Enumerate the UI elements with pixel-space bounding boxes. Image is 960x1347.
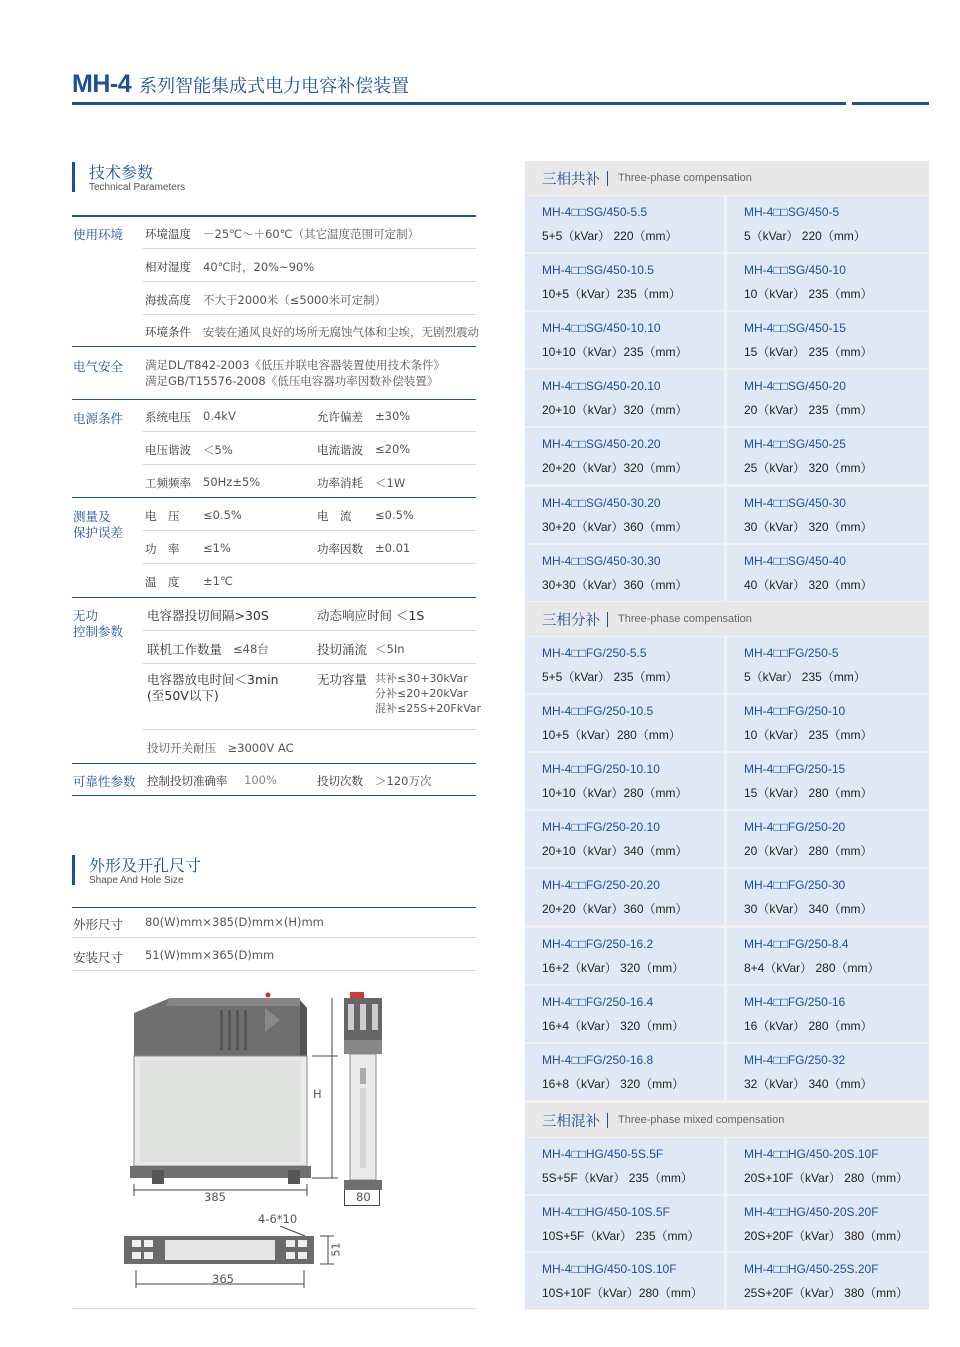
safety-line1: 满足DL/T842-2003《低压并联电容器装置使用技术条件》 bbox=[145, 358, 446, 372]
power-err-key: 功 率 bbox=[145, 542, 180, 556]
reactive-label-1: 无功 bbox=[73, 608, 99, 623]
product-model: MH-4□□FG/250-16.4 bbox=[542, 994, 654, 1009]
product-spec: 10S+10F（kVar）280（mm） bbox=[542, 1286, 703, 1300]
product-spec: 20（kVar） 235（mm） bbox=[744, 403, 873, 418]
reactive-label-2: 控制参数 bbox=[73, 624, 124, 639]
mount-size-value: 51(W)mm×365(D)mm bbox=[145, 948, 275, 962]
product-model: MH-4□□FG/250-30 bbox=[744, 878, 846, 893]
product-model: MH-4□□SG/450-10 bbox=[744, 263, 846, 278]
temp-err-key: 温 度 bbox=[145, 575, 180, 589]
product-model: MH-4□□HG/450-25S.20F bbox=[744, 1262, 879, 1276]
shape-title-en: Shape And Hole Size bbox=[89, 875, 184, 886]
product-model: MH-4□□FG/250-5.5 bbox=[542, 646, 647, 660]
deviation-value: ±30% bbox=[375, 409, 411, 423]
response-time: 动态响应时间 ＜1S bbox=[317, 608, 425, 623]
product-model: MH-4□□FG/250-20.10 bbox=[542, 820, 660, 835]
header-model: MH-4 bbox=[72, 70, 132, 98]
product-spec: 10+10（kVar）235（mm） bbox=[542, 345, 688, 360]
measure-label-1: 测量及 bbox=[73, 509, 111, 524]
product-spec: 30+30（kVar）360（mm） bbox=[542, 577, 688, 592]
product-spec: 10+10（kVar）280（mm） bbox=[542, 786, 688, 801]
switch-interval: 电容器投切间隔>30S bbox=[147, 608, 269, 623]
current-err-value: ≤0.5% bbox=[375, 508, 414, 522]
heading-bar bbox=[72, 855, 75, 885]
product-model: MH-4□□FG/250-16.8 bbox=[542, 1052, 654, 1067]
product-spec: 15（kVar） 280（mm） bbox=[744, 786, 873, 801]
safety-line2: 满足GB/T15576-2008《低压电容器功率因数补偿装置》 bbox=[145, 374, 439, 388]
product-spec: 5+5（kVar） 235（mm） bbox=[542, 670, 678, 684]
product-model: MH-4□□HG/450-10S.10F bbox=[542, 1262, 677, 1276]
temp-key: 环境温度 bbox=[145, 227, 191, 241]
product-model: MH-4□□SG/450-20.20 bbox=[542, 437, 661, 452]
product-spec: 16+8（kVar） 320（mm） bbox=[542, 1076, 685, 1091]
freq-value: 50Hz±5% bbox=[203, 475, 261, 489]
product-model: MH-4□□SG/450-15 bbox=[744, 321, 846, 336]
product-spec: 10+5（kVar）280（mm） bbox=[542, 728, 681, 743]
units-key: 联机工作数量 bbox=[147, 642, 223, 657]
product-spec: 20（kVar） 280（mm） bbox=[744, 844, 873, 859]
capacity-split: 分补≤20+20kVar bbox=[375, 687, 468, 700]
product-model: MH-4□□FG/250-20.20 bbox=[542, 878, 660, 893]
product-spec: 20+20（kVar）360（mm） bbox=[542, 902, 688, 917]
product-model: MH-4□□SG/450-40 bbox=[744, 553, 846, 568]
group2-title-cn: 三相分补 bbox=[542, 613, 600, 629]
condition-value: 安装在通风良好的场所无腐蚀气体和尘埃，无剧烈震动 bbox=[203, 325, 479, 339]
product-spec: 10S+5F（kVar） 235（mm） bbox=[542, 1228, 700, 1243]
capacity-mixed: 混补≤25S+20FkVar bbox=[375, 702, 482, 715]
volt-harm-key: 电压谐波 bbox=[145, 443, 191, 457]
condition-key: 环境条件 bbox=[145, 325, 191, 339]
product-spec: 10（kVar） 235（mm） bbox=[744, 287, 873, 302]
deviation-key: 允许偏差 bbox=[317, 410, 363, 424]
env-label: 使用环境 bbox=[73, 227, 124, 242]
shape-title-cn: 外形及开孔尺寸 bbox=[89, 856, 202, 875]
side-view-drawing bbox=[340, 988, 390, 1198]
mounting-plate-drawing bbox=[120, 1226, 350, 1296]
product-spec: 20+20（kVar）320（mm） bbox=[542, 461, 688, 476]
product-model: MH-4□□SG/450-5.5 bbox=[542, 205, 648, 219]
mount-size-key: 安装尺寸 bbox=[73, 950, 124, 965]
cycles-key: 投切次数 bbox=[317, 774, 363, 788]
dim-51-label: 51 bbox=[329, 1242, 343, 1257]
dim-385-label: 385 bbox=[204, 1190, 226, 1204]
power-loss-value: ＜1W bbox=[375, 476, 406, 490]
product-spec: 16（kVar） 280（mm） bbox=[744, 1018, 873, 1033]
dim-80-label: 80 bbox=[356, 1190, 371, 1204]
group2-title-en: Three-phase compensation bbox=[618, 613, 752, 625]
curr-harm-key: 电流谐波 bbox=[317, 443, 363, 457]
temp-value: －25℃～＋60℃（其它温度范围可定制） bbox=[203, 227, 420, 241]
product-model: MH-4□□HG/450-5S.5F bbox=[542, 1147, 664, 1161]
product-model: MH-4□□SG/450-10.5 bbox=[542, 263, 654, 278]
measure-label-2: 保护误差 bbox=[73, 525, 124, 540]
product-spec: 30（kVar） 320（mm） bbox=[744, 519, 873, 534]
power-loss-key: 功率消耗 bbox=[317, 476, 363, 490]
product-model: MH-4□□SG/450-30 bbox=[744, 495, 846, 510]
product-model: MH-4□□HG/450-20S.20F bbox=[744, 1204, 879, 1219]
group1-header bbox=[525, 161, 929, 195]
product-spec: 5+5（kVar） 220（mm） bbox=[542, 229, 678, 243]
product-spec: 10+5（kVar）235（mm） bbox=[542, 287, 681, 302]
discharge-line2: (至50V以下) bbox=[147, 688, 219, 703]
outer-size-value: 80(W)mm×385(D)mm×(H)mm bbox=[145, 915, 324, 929]
product-spec: 5S+5F（kVar） 235（mm） bbox=[542, 1171, 693, 1185]
product-spec: 16+4（kVar） 320（mm） bbox=[542, 1018, 685, 1033]
header-rule bbox=[72, 102, 846, 105]
product-spec: 20S+20F（kVar） 380（mm） bbox=[744, 1228, 909, 1243]
inrush-value: ＜5In bbox=[375, 642, 405, 656]
current-err-key: 电 流 bbox=[317, 509, 352, 523]
power-err-value: ≤1% bbox=[203, 541, 231, 555]
product-spec: 10（kVar） 235（mm） bbox=[744, 728, 873, 743]
product-model: MH-4□□FG/250-10 bbox=[744, 704, 846, 719]
table-top-rule bbox=[72, 215, 476, 217]
product-model: MH-4□□FG/250-15 bbox=[744, 762, 846, 777]
units-value: ≤48台 bbox=[233, 642, 269, 656]
power-label: 电源条件 bbox=[73, 411, 124, 426]
product-model: MH-4□□FG/250-16.2 bbox=[542, 936, 654, 951]
group1-title-cn: 三相共补 bbox=[542, 172, 600, 188]
product-model: MH-4□□SG/450-30.20 bbox=[542, 495, 661, 510]
product-spec: 20+10（kVar）320（mm） bbox=[542, 403, 688, 418]
product-spec: 25（kVar） 320（mm） bbox=[744, 461, 873, 476]
product-spec: 16+2（kVar） 320（mm） bbox=[542, 960, 685, 975]
capacity-common: 共补≤30+30kVar bbox=[375, 672, 468, 685]
voltage-err-value: ≤0.5% bbox=[203, 508, 242, 522]
product-model: MH-4□□FG/250-16 bbox=[744, 994, 846, 1009]
product-spec: 30+20（kVar）360（mm） bbox=[542, 519, 688, 534]
sys-volt-value: 0.4kV bbox=[203, 409, 236, 423]
outer-size-key: 外形尺寸 bbox=[73, 917, 124, 932]
product-model: MH-4□□SG/450-10.10 bbox=[542, 321, 661, 336]
product-spec: 30（kVar） 340（mm） bbox=[744, 902, 873, 917]
product-spec: 5（kVar） 220（mm） bbox=[744, 229, 866, 243]
product-model: MH-4□□FG/250-10.10 bbox=[542, 762, 660, 777]
product-model: MH-4□□SG/450-25 bbox=[744, 437, 846, 452]
curr-harm-value: ≤20% bbox=[375, 442, 411, 456]
freq-key: 工频频率 bbox=[145, 476, 191, 490]
product-model: MH-4□□HG/450-20S.10F bbox=[744, 1147, 879, 1161]
volt-harm-value: ＜5% bbox=[203, 443, 233, 457]
dim-holes-label: 4-6*10 bbox=[258, 1212, 298, 1226]
page-header bbox=[72, 70, 409, 100]
sys-volt-key: 系统电压 bbox=[145, 410, 191, 424]
accuracy-key: 控制投切准确率 bbox=[147, 774, 228, 788]
product-spec: 32（kVar） 340（mm） bbox=[744, 1076, 873, 1091]
product-model: MH-4□□FG/250-5 bbox=[744, 646, 839, 660]
product-model: MH-4□□FG/250-32 bbox=[744, 1052, 846, 1067]
dim-365-label: 365 bbox=[212, 1272, 234, 1286]
product-spec: 20S+10F（kVar） 280（mm） bbox=[744, 1171, 909, 1185]
humidity-value: 40℃时，20%~90% bbox=[203, 260, 315, 274]
product-spec: 25S+20F（kVar） 380（mm） bbox=[744, 1286, 909, 1300]
inrush-key: 投切涌流 bbox=[317, 642, 368, 657]
product-spec: 20+10（kVar）340（mm） bbox=[542, 844, 688, 859]
cycles-value: ＞120万次 bbox=[375, 774, 432, 788]
pf-err-key: 功率因数 bbox=[317, 542, 363, 556]
group3-header bbox=[525, 1103, 929, 1137]
product-model: MH-4□□SG/450-30.30 bbox=[542, 553, 661, 568]
product-model: MH-4□□SG/450-20.10 bbox=[542, 379, 661, 394]
group2-header bbox=[525, 602, 929, 636]
header-title: 系列智能集成式电力电容补偿装置 bbox=[139, 76, 410, 97]
altitude-value: 不大于2000米（≤5000米可定制） bbox=[203, 293, 387, 307]
humidity-key: 相对湿度 bbox=[145, 260, 191, 274]
product-spec: 15（kVar） 235（mm） bbox=[744, 345, 873, 360]
group1-title-en: Three-phase compensation bbox=[618, 172, 752, 184]
capacity-key: 无功容量 bbox=[317, 672, 368, 687]
temp-err-value: ±1℃ bbox=[203, 574, 233, 588]
dim-h-label: H bbox=[313, 1087, 322, 1101]
product-model: MH-4□□SG/450-20 bbox=[744, 379, 846, 394]
tech-title-cn: 技术参数 bbox=[89, 163, 154, 182]
product-model: MH-4□□FG/250-20 bbox=[744, 820, 846, 835]
product-model: MH-4□□FG/250-10.5 bbox=[542, 704, 654, 719]
group3-title-en: Three-phase mixed compensation bbox=[618, 1114, 785, 1126]
product-model: MH-4□□FG/250-8.4 bbox=[744, 936, 849, 951]
accuracy-value: 100% bbox=[244, 773, 277, 787]
discharge-line1: 电容器放电时间＜3min bbox=[147, 672, 279, 687]
pf-err-value: ±0.01 bbox=[375, 541, 411, 555]
product-model: MH-4□□SG/450-5 bbox=[744, 205, 840, 219]
header-rule-right bbox=[852, 102, 929, 105]
group3-title-cn: 三相混补 bbox=[542, 1114, 600, 1130]
product-spec: 5（kVar） 235（mm） bbox=[744, 670, 866, 684]
product-spec: 8+4（kVar） 280（mm） bbox=[744, 960, 880, 975]
reliability-label: 可靠性参数 bbox=[73, 774, 136, 789]
withstand-voltage: 投切开关耐压 ≥3000V AC bbox=[147, 741, 294, 755]
altitude-key: 海拔高度 bbox=[145, 293, 191, 307]
product-model: MH-4□□HG/450-10S.5F bbox=[542, 1204, 670, 1219]
heading-bar bbox=[72, 162, 75, 192]
voltage-err-key: 电 压 bbox=[145, 509, 180, 523]
tech-title-en: Technical Parameters bbox=[89, 182, 186, 193]
safety-label: 电气安全 bbox=[73, 359, 124, 374]
product-spec: 40（kVar） 320（mm） bbox=[744, 577, 873, 592]
